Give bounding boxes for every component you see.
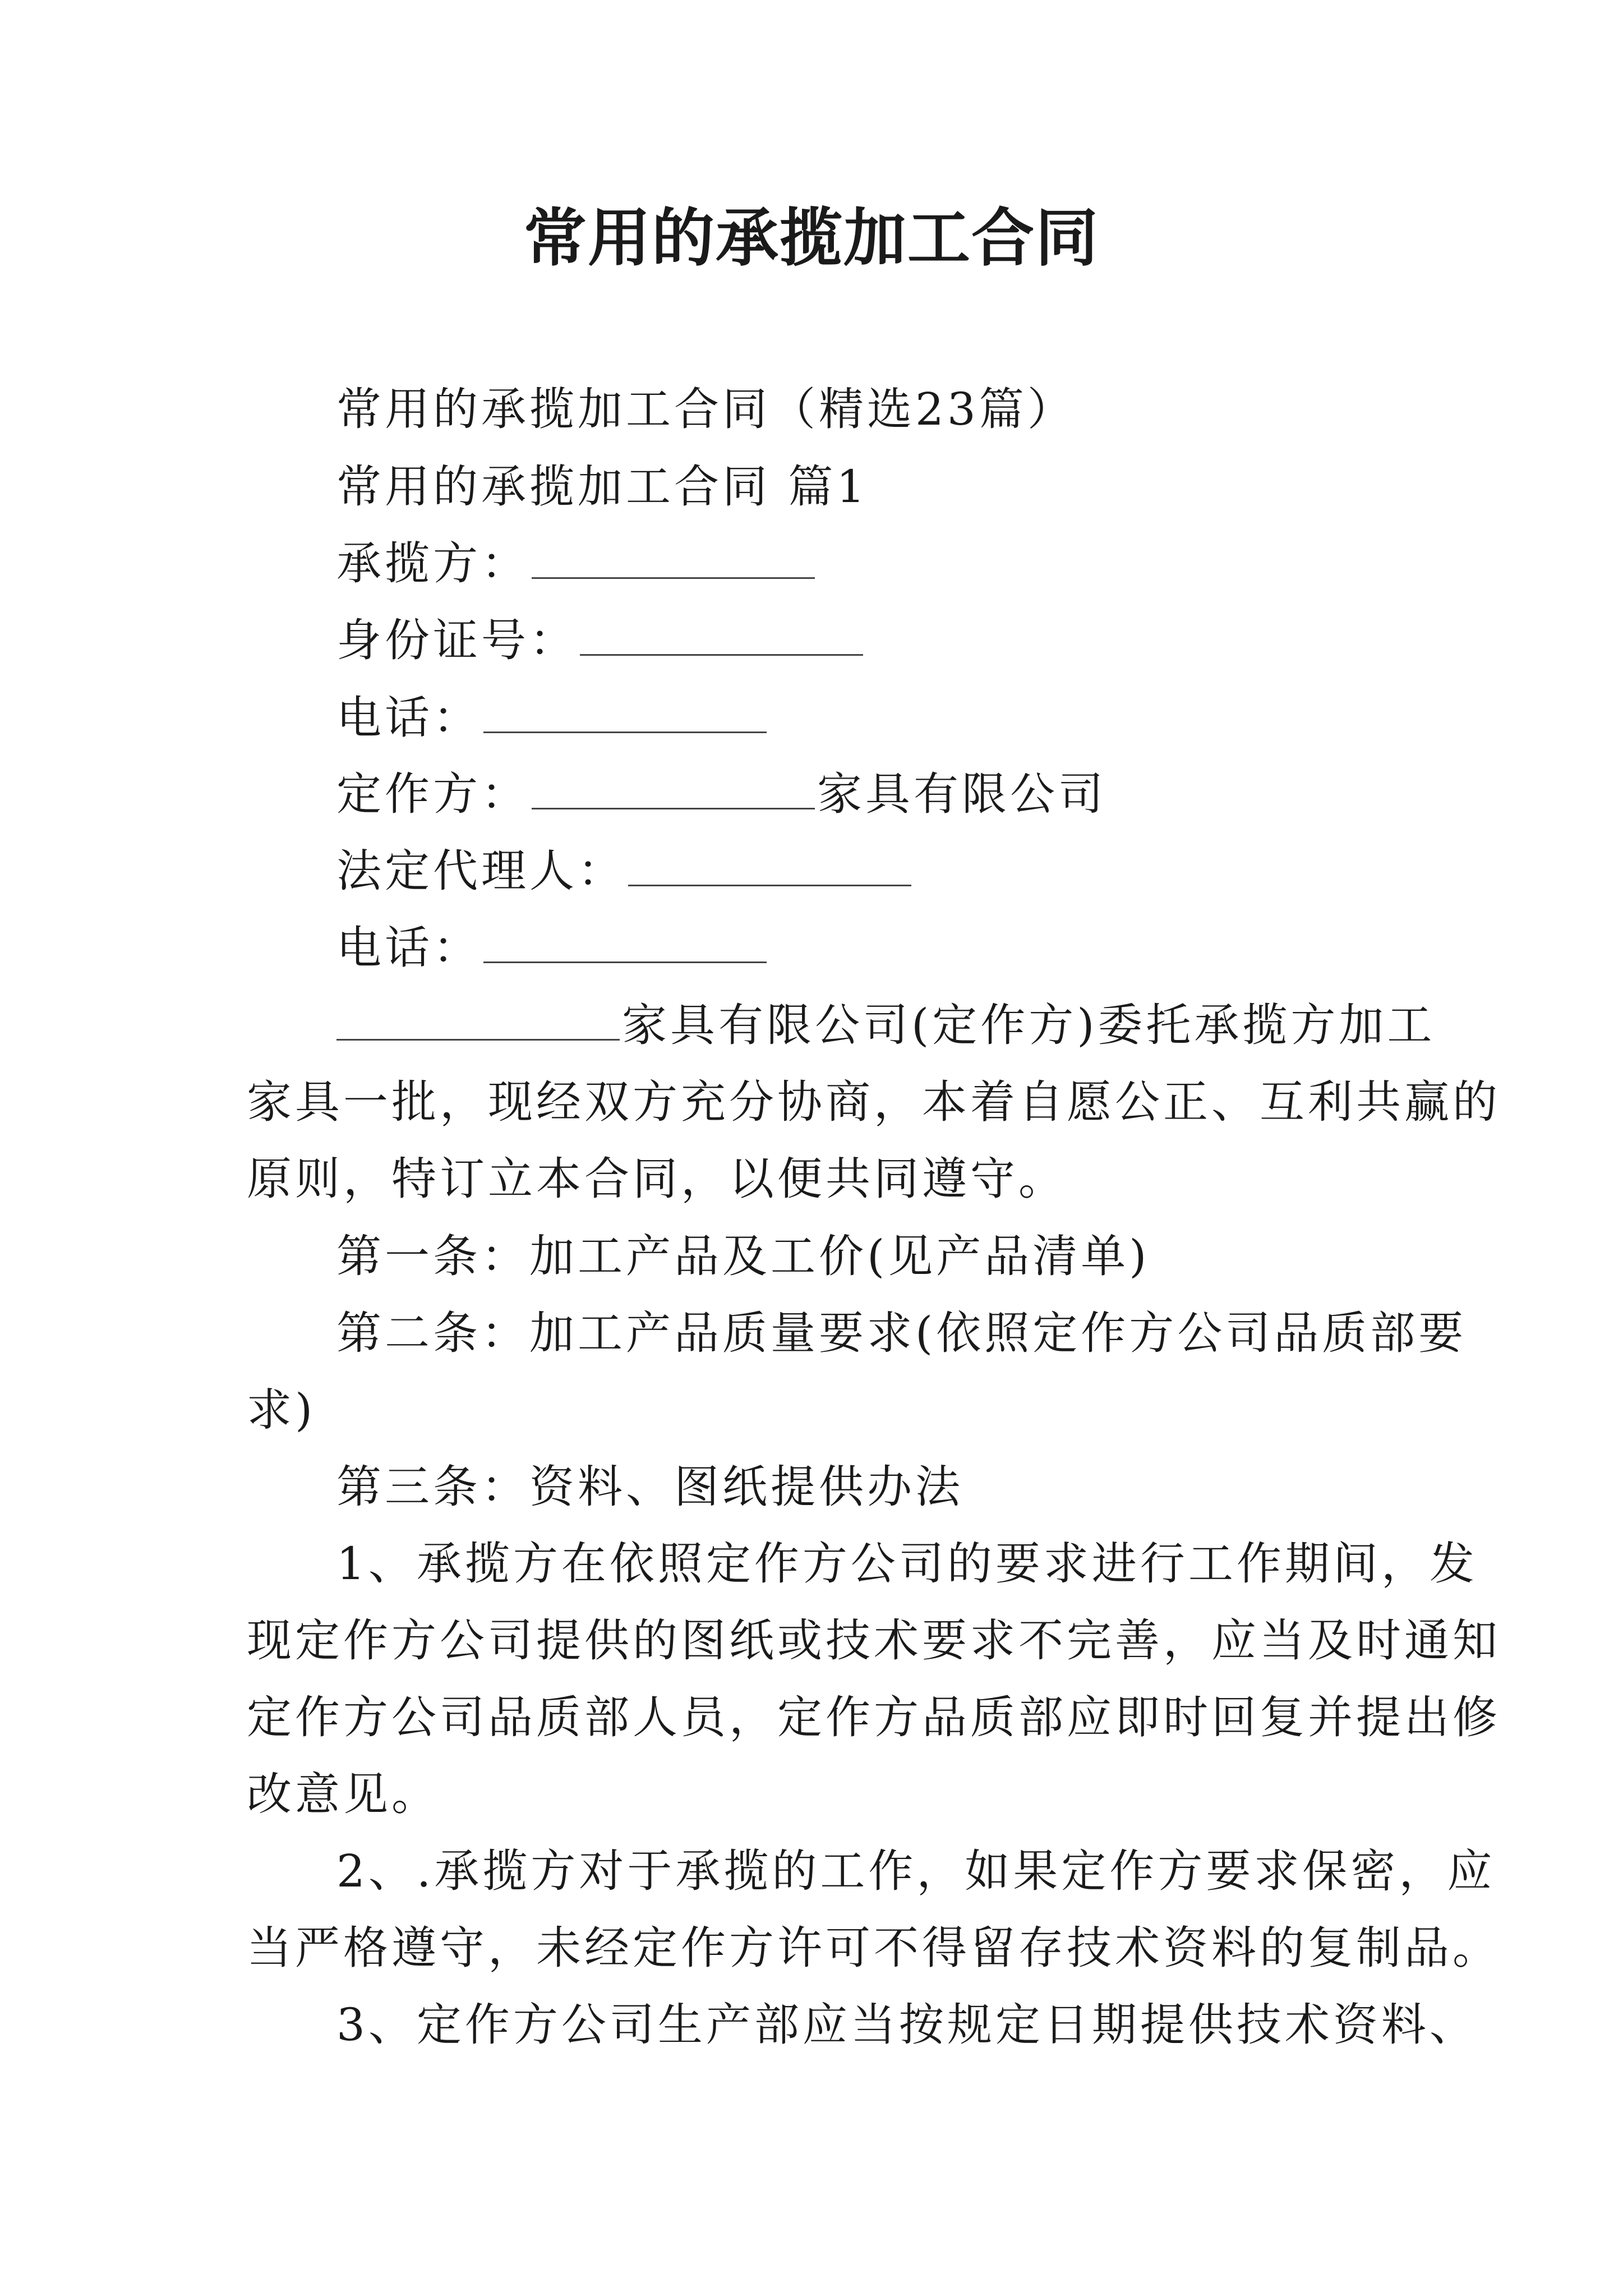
article-2-line-1: 第二条：加工产品质量要求(依照定作方公司品质部要 [336, 1307, 1467, 1359]
section-heading: 常用的承揽加工合同 篇1 [336, 461, 869, 513]
contractor-field [336, 536, 817, 592]
phone-field [336, 690, 769, 746]
phone2-label: 电话： [336, 922, 481, 974]
phone-blank [483, 692, 767, 733]
item-2-line-1: 2、.承揽方对于承揽的工作，如果定作方要求保密，应 [336, 1845, 1496, 1897]
client-field [336, 766, 1106, 822]
item-2-line-2: 当严格遵守，未经定作方许可不得留存技术资料的复制品。 [247, 1922, 1501, 1974]
article-2-line-2: 求) [247, 1384, 316, 1436]
intro-line-1 [336, 997, 1435, 1053]
client-label: 定作方： [336, 768, 529, 820]
subtitle: 常用的承揽加工合同（精选23篇） [336, 383, 1076, 435]
document-title: 常用的承揽加工合同 [524, 201, 1099, 275]
item-1-line-3: 定作方公司品质部人员，定作方品质部应即时回复并提出修 [247, 1691, 1501, 1743]
id-field [336, 613, 865, 669]
intro-line-3: 原则，特订立本合同，以便共同遵守。 [247, 1153, 1067, 1205]
item-1-line-2: 现定作方公司提供的图纸或技术要求不完善，应当及时通知 [247, 1614, 1501, 1667]
phone2-field [336, 920, 769, 976]
intro-company-blank [336, 1000, 620, 1041]
item-1-line-4: 改意见。 [247, 1768, 440, 1820]
contractor-label: 承揽方： [336, 537, 529, 590]
intro-line-2: 家具一批，现经双方充分协商，本着自愿公正、互利共赢的 [247, 1076, 1501, 1128]
legal-agent-field [336, 843, 914, 899]
id-blank [580, 615, 863, 656]
intro-line-1-text: 家具有限公司(定作方)委托承揽方加工 [622, 999, 1436, 1051]
item-1-line-1: 1、承揽方在依照定作方公司的要求进行工作期间，发 [336, 1538, 1478, 1590]
legal-agent-blank [628, 845, 911, 886]
client-suffix: 家具有限公司 [817, 768, 1106, 820]
article-3: 第三条：资料、图纸提供办法 [336, 1461, 963, 1513]
phone-label: 电话： [336, 692, 481, 744]
item-3-line-1: 3、定作方公司生产部应当按规定日期提供技术资料、 [336, 1999, 1478, 2051]
client-blank [532, 769, 815, 809]
legal-agent-label: 法定代理人： [336, 845, 626, 897]
contractor-blank [532, 538, 815, 579]
article-1: 第一条：加工产品及工价(见产品清单) [336, 1230, 1150, 1282]
phone2-blank [483, 922, 767, 963]
id-label: 身份证号： [336, 614, 578, 666]
